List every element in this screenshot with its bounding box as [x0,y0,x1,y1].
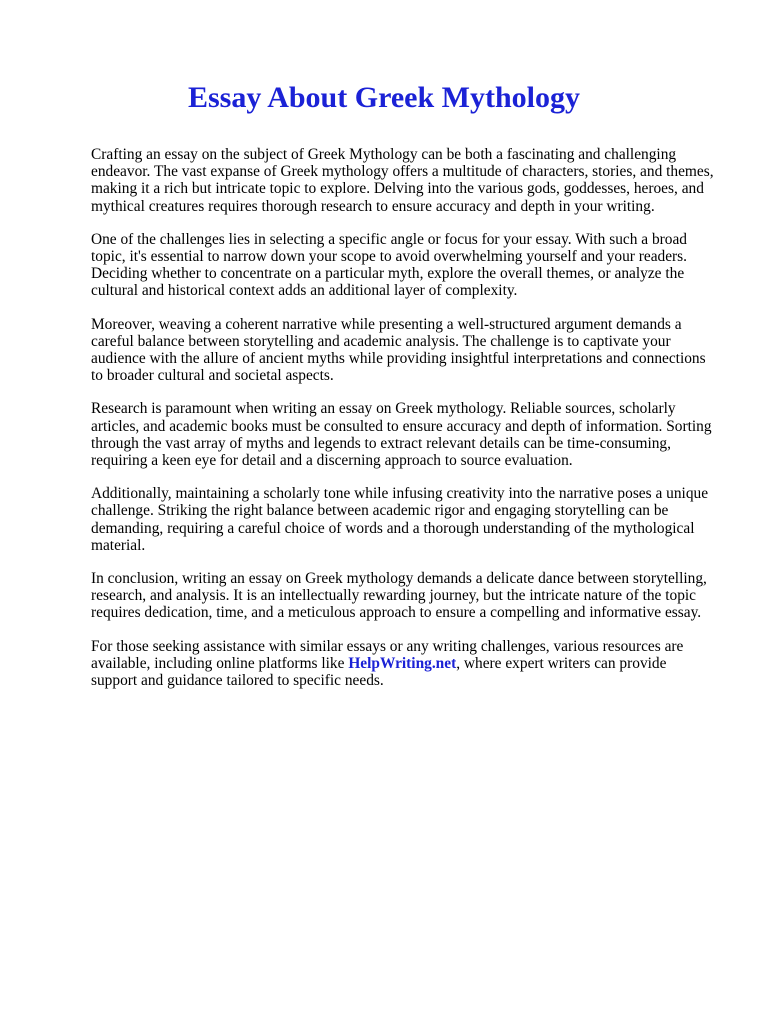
helpwriting-link[interactable]: HelpWriting.net [348,654,457,672]
paragraph-conclusion: In conclusion, writing an essay on Greek mythology demands a delicate dance between storytelling, research, and analysis. It is an intellectually rewarding journey, but the intricate nature of the topic requires dedication, time, and a meticulous approach to ensure a compelling and informative essay. [91,570,707,622]
closing-text-before-link: For those seeking assistance with similar essays or any writing challenges, various resources are available, including online platforms like [91,637,684,672]
page-title: Essay About Greek Mythology [188,81,580,114]
paragraph-narrative: Moreover, weaving a coherent narrative while presenting a well-structured argument demands a careful balance between storytelling and academic analysis. The challenge is to captivate your audience with the allure of ancient myths while providing insightful interpretations and connections to broader cultural and societal aspects. [91,315,706,385]
paragraph-research: Research is paramount when writing an essay on Greek mythology. Reliable sources, scholarly articles, and academic books must be consulted to ensure accuracy and depth of information. Sorting through the vast array of myths and legends to extract relevant details can be time-consuming, requiring a keen eye for detail and a discerning approach to source evaluation. [91,400,712,470]
essay-body [91,146,716,705]
paragraph-closing [91,638,716,690]
paragraph-intro: Crafting an essay on the subject of Greek Mythology can be both a fascinating and challenging endeavor. The vast expanse of Greek mythology offers a multitude of characters, stories, and themes, making it a rich but intricate topic to explore. Delving into the various gods, goddesses, heroes, and mythical creatures requires thorough research to ensure accuracy and depth in your writing. [91,146,714,215]
paragraph-challenges: One of the challenges lies in selecting a specific angle or focus for your essay. With such a broad topic, it's essential to narrow down your scope to avoid overwhelming yourself and your readers. Deciding whether to concentrate on a particular myth, explore the overall themes, or analyze the cultural and historical context adds an additional layer of complexity. [91,230,688,300]
closing-text-after-link: , where expert writers can provide support and guidance tailored to specific needs. [91,654,667,690]
paragraph-tone: Additionally, maintaining a scholarly tone while infusing creativity into the narrative poses a unique challenge. Striking the right balance between academic rigor and engaging storytelling can be demanding, requiring a careful choice of words and a thorough understanding of the mythological material. [91,485,709,554]
